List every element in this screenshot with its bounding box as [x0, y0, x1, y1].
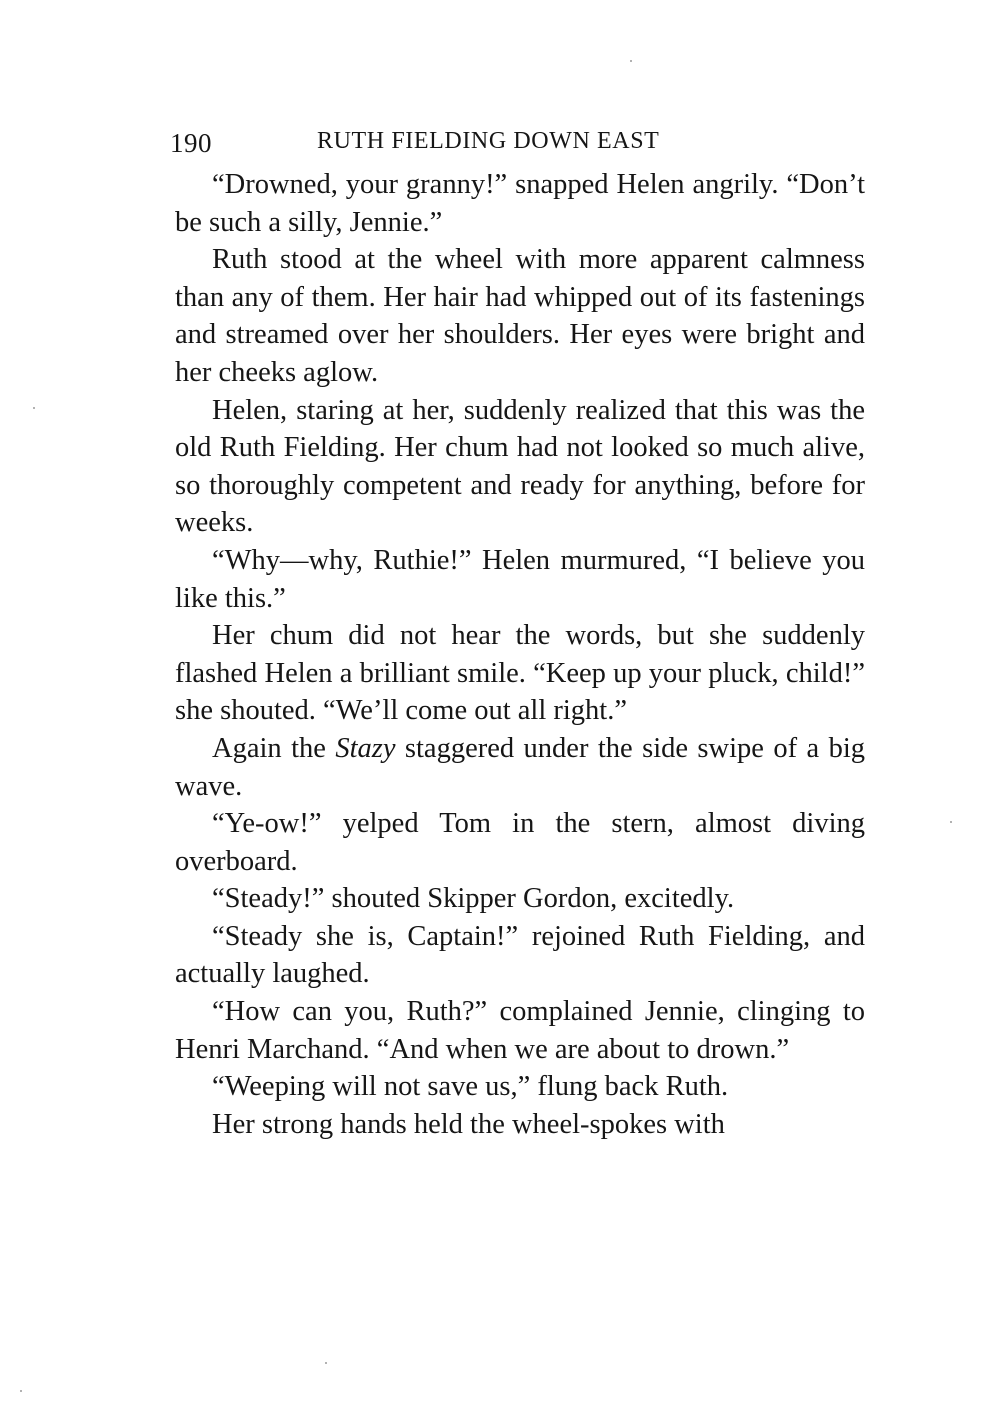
- body-text: [175, 166, 865, 1143]
- paragraph: “How can you, Ruth?” complained Jennie, clinging to Henri Marchand. “And when we are about to drown.”: [175, 996, 865, 1065]
- paragraph: Her chum did not hear the words, but she suddenly flashed Helen a brilliant smile. “Keep up your pluck, child!” she shouted. “We’ll come out all right.”: [175, 620, 865, 727]
- paragraph: Her strong hands held the wheel-spokes with: [212, 1108, 725, 1140]
- paragraph: Ruth stood at the wheel with more apparent calmness than any of them. Her hair had whipped out of its fastenings and streamed over her shoulders. Her eyes were bright and her cheeks aglow.: [175, 244, 865, 388]
- running-head: [170, 122, 865, 166]
- page-speck: [325, 1362, 327, 1364]
- paragraph: [175, 730, 865, 805]
- paragraph: “Drowned, your granny!” snapped Helen angrily. “Don’t be such a silly, Jennie.”: [175, 169, 865, 238]
- book-page: [170, 122, 866, 1143]
- paragraph: “Steady she is, Captain!” rejoined Ruth Fielding, and actually laughed.: [175, 920, 865, 990]
- page-number: 190: [170, 128, 212, 158]
- paragraph: “Weeping will not save us,” flung back Ruth.: [212, 1071, 729, 1103]
- paragraph: “Ye-ow!” yelped Tom in the stern, almost diving overboard.: [175, 808, 865, 877]
- page-speck: [950, 821, 952, 823]
- paragraph: “Steady!” shouted Skipper Gordon, excitedly.: [212, 883, 735, 915]
- paragraph: Helen, staring at her, suddenly realized that this was the old Ruth Fielding. Her chum had not looked so much alive, so thoroughly competent and ready for anything, before for weeks.: [175, 394, 865, 539]
- page-speck: [33, 407, 35, 409]
- page-speck: [630, 60, 632, 62]
- running-title: RUTH FIELDING DOWN EAST: [317, 128, 660, 154]
- ship-name: Stazy: [335, 732, 396, 764]
- text-run: Again the: [212, 732, 336, 764]
- paragraph: “Why—why, Ruthie!” Helen murmured, “I believe you like this.”: [175, 544, 865, 614]
- text-run: staggered under the side swipe of a big wave.: [175, 732, 866, 802]
- page-speck: [20, 1390, 22, 1392]
